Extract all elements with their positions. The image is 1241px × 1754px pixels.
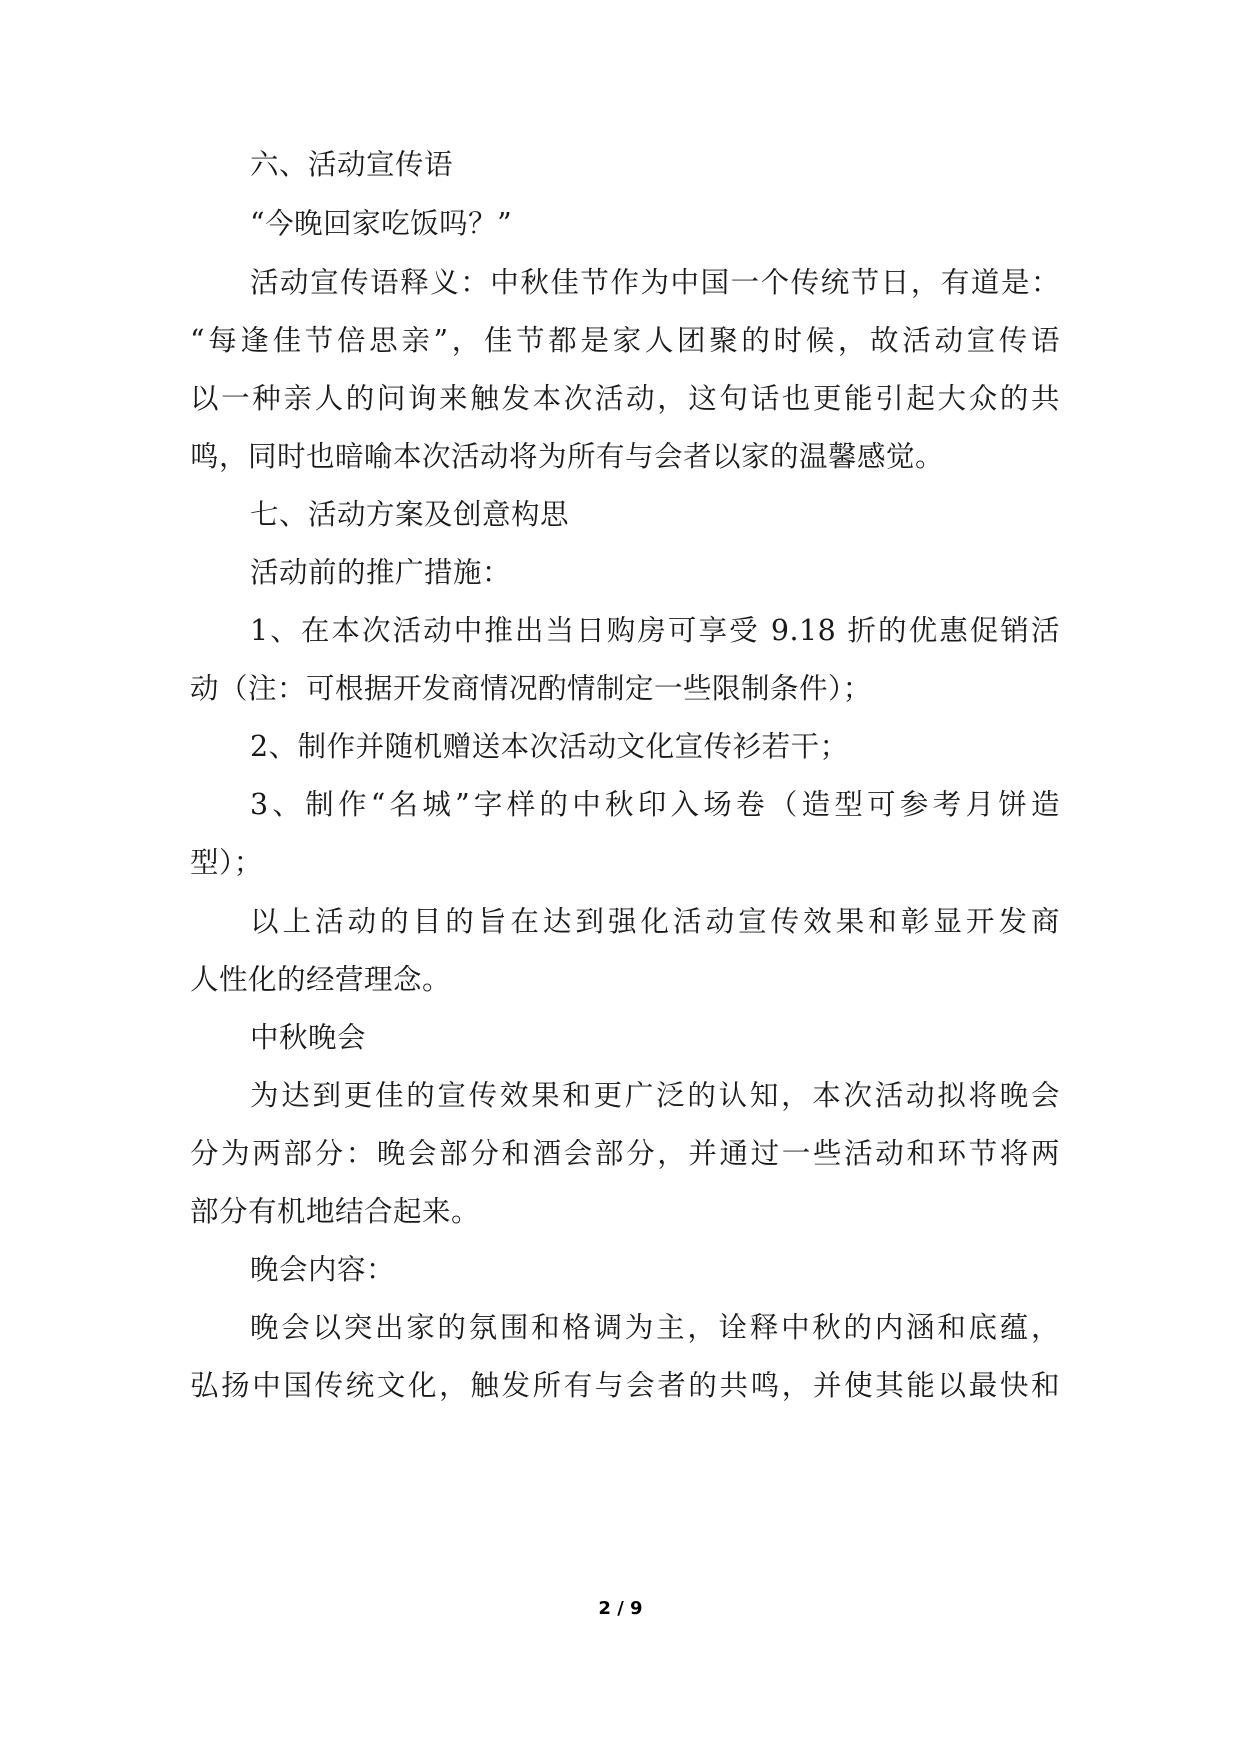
heading-section-6: 六、活动宣传语 — [250, 148, 454, 181]
paragraph-line: 活动宣传语释义：中秋佳节作为中国一个传统节日，有道是： — [250, 266, 1060, 299]
paragraph-line: 以一种亲人的问询来触发本次活动，这句话也更能引起大众的共 — [190, 382, 1060, 415]
list-item-3-continued: 型）； — [190, 846, 263, 879]
page-number: 2 / 9 — [598, 1598, 643, 1619]
subheading-promotion: 活动前的推广措施： — [250, 556, 512, 589]
slogan-text: “今晚回家吃饭吗？” — [250, 207, 513, 240]
paragraph-line: 分为两部分：晚会部分和酒会部分，并通过一些活动和环节将两 — [190, 1137, 1060, 1170]
list-item-1: 1、在本次活动中推出当日购房可享受 9.18 折的优惠促销活 — [250, 614, 1060, 647]
paragraph-line: 部分有机地结合起来。 — [190, 1195, 481, 1228]
heading-section-7: 七、活动方案及创意构思 — [250, 498, 570, 531]
subheading-gala: 中秋晚会 — [250, 1021, 367, 1054]
list-item-1-continued: 动（注：可根据开发商情况酌情制定一些限制条件）； — [190, 672, 872, 705]
paragraph-line: 为达到更佳的宣传效果和更广泛的认知，本次活动拟将晚会 — [250, 1079, 1060, 1112]
paragraph-line: 晚会以突出家的氛围和格调为主，诠释中秋的内涵和底蕴， — [250, 1311, 1060, 1344]
list-item-2: 2、制作并随机赠送本次活动文化宣传衫若干； — [250, 730, 849, 763]
paragraph-line: 鸣，同时也暗喻本次活动将为所有与会者以家的温馨感觉。 — [190, 440, 945, 473]
paragraph-line: 弘扬中国传统文化，触发所有与会者的共鸣，并使其能以最快和 — [190, 1369, 1060, 1402]
subheading-gala-content: 晚会内容： — [250, 1253, 396, 1286]
paragraph-line: “每逢佳节倍思亲”，佳节都是家人团聚的时候，故活动宣传语 — [190, 324, 1060, 357]
paragraph-line: 以上活动的目的旨在达到强化活动宣传效果和彰显开发商 — [250, 905, 1060, 938]
paragraph-line: 人性化的经营理念。 — [190, 963, 452, 996]
list-item-3: 3、制作“名城”字样的中秋印入场卷（造型可参考月饼造 — [250, 788, 1060, 821]
